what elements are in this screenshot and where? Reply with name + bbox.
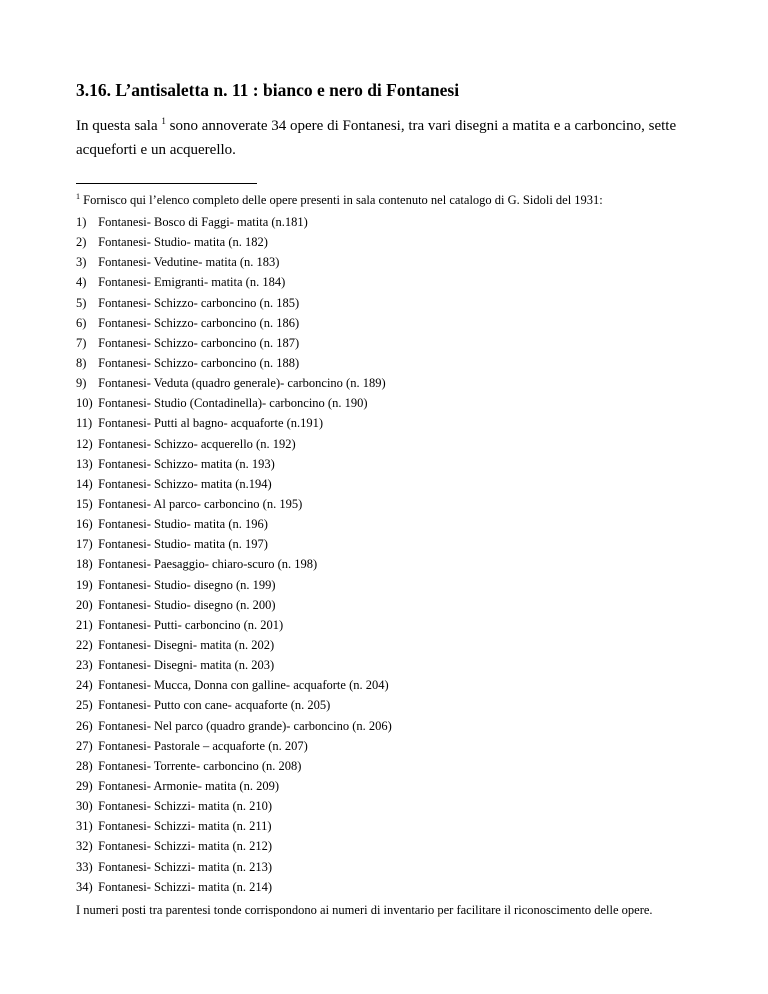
list-item (76, 617, 392, 637)
list-item-number: 29) (76, 778, 93, 793)
list-item (76, 315, 392, 335)
list-item-number: 4) (76, 275, 87, 290)
footnote-body: Fornisco qui l’elenco completo delle opere presenti in sala contenuto nel catalogo di G. Sidoli del 1931: (80, 193, 603, 207)
list-item-number: 22) (76, 637, 93, 652)
list-item-text: Fontanesi- Studio- matita (n. 182) (98, 235, 268, 250)
list-item (76, 697, 392, 717)
list-item-number: 7) (76, 335, 87, 350)
list-item-number: 19) (76, 577, 93, 592)
list-item-text: Fontanesi- Armonie- matita (n. 209) (98, 778, 279, 793)
list-item (76, 879, 392, 899)
list-item-text: Fontanesi- Schizzi- matita (n. 212) (98, 839, 273, 854)
intro-line-1 (76, 114, 716, 138)
closing-note: I numeri posti tra parentesi tonde corrispondono ai numeri di inventario per facilitare il riconoscimento delle opere. (76, 903, 653, 917)
works-list (76, 214, 392, 899)
list-item-number: 1) (76, 215, 87, 229)
list-item (76, 476, 392, 496)
list-item-number: 15) (76, 496, 93, 511)
list-item-text: Fontanesi- Emigranti- matita (n. 184) (98, 275, 286, 290)
list-item-text: Fontanesi- Schizzi- matita (n. 211) (98, 819, 272, 834)
list-item-number: 8) (76, 355, 87, 370)
list-item-number: 12) (76, 436, 93, 451)
list-item (76, 355, 392, 375)
list-item (76, 637, 392, 657)
list-item (76, 758, 392, 778)
list-item-text: Fontanesi- Schizzo- carboncino (n. 188) (98, 355, 300, 370)
list-item-text: Fontanesi- Studio- disegno (n. 199) (98, 577, 276, 592)
list-item-text: Fontanesi- Vedutine- matita (n. 183) (98, 255, 280, 270)
list-item-number: 28) (76, 758, 93, 773)
list-item (76, 657, 392, 677)
list-item-text: Fontanesi- Studio- matita (n. 197) (98, 537, 268, 552)
list-item-text: Fontanesi- Schizzi- matita (n. 213) (98, 859, 273, 874)
list-item-text: Fontanesi- Studio (Contadinella)- carboncino (n. 190) (98, 396, 368, 411)
list-item (76, 677, 392, 697)
list-item-text: Fontanesi- Schizzo- matita (n. 193) (98, 456, 275, 471)
list-item-number: 11) (76, 416, 93, 431)
list-item (76, 395, 392, 415)
footnote-separator (76, 183, 257, 184)
list-item (76, 818, 392, 838)
list-item (76, 738, 392, 758)
list-item-number: 13) (76, 456, 93, 471)
intro-paragraph (76, 114, 716, 162)
list-item-text: Fontanesi- Disegni- matita (n. 202) (98, 637, 275, 652)
list-item-number: 5) (76, 295, 87, 310)
list-item (76, 859, 392, 879)
list-item-number: 21) (76, 617, 93, 632)
list-item (76, 496, 392, 516)
list-item (76, 536, 392, 556)
footnote-reference[interactable]: 1 (161, 116, 166, 126)
list-item-number: 3) (76, 255, 87, 270)
list-item (76, 798, 392, 818)
list-item-text: Fontanesi- Pastorale – acquaforte (n. 207) (98, 738, 308, 753)
list-item-text: Fontanesi- Schizzi- matita (n. 210) (98, 799, 273, 814)
section-heading: 3.16. L’antisaletta n. 11 : bianco e nero di Fontanesi (76, 80, 460, 100)
list-item-number: 9) (76, 376, 87, 391)
list-item (76, 295, 392, 315)
list-item-text: Fontanesi- Disegni- matita (n. 203) (98, 658, 275, 673)
list-item-number: 17) (76, 537, 93, 552)
list-item-text: Fontanesi- Nel parco (quadro grande)- carboncino (n. 206) (98, 718, 392, 733)
list-item-number: 32) (76, 839, 93, 854)
list-item-number: 14) (76, 476, 93, 491)
list-item (76, 335, 392, 355)
list-item-number: 26) (76, 718, 93, 733)
list-item (76, 838, 392, 858)
footnote-mark: 1 (76, 191, 80, 201)
list-item-number: 20) (76, 597, 93, 612)
list-item-text: Fontanesi- Paesaggio- chiaro-scuro (n. 198) (98, 557, 318, 572)
list-item (76, 214, 392, 234)
list-item-text: Fontanesi- Bosco di Faggi- matita (n.181) (98, 215, 308, 229)
list-item-number: 10) (76, 396, 93, 411)
list-item-number: 31) (76, 819, 93, 834)
list-item-number: 2) (76, 235, 87, 250)
list-item (76, 577, 392, 597)
list-item-number: 27) (76, 738, 93, 753)
list-item-number: 16) (76, 517, 93, 532)
list-item-text: Fontanesi- Al parco- carboncino (n. 195) (98, 496, 303, 511)
intro-text-start: In questa sala (76, 118, 162, 134)
list-item (76, 456, 392, 476)
list-item-text: Fontanesi- Veduta (quadro generale)- carboncino (n. 189) (98, 376, 386, 391)
list-item-text: Fontanesi- Putti- carboncino (n. 201) (98, 617, 284, 632)
list-item-number: 34) (76, 879, 93, 894)
list-item-text: Fontanesi- Studio- matita (n. 196) (98, 517, 268, 532)
list-item-number: 24) (76, 678, 93, 693)
list-item-text: Fontanesi- Schizzo- carboncino (n. 187) (98, 335, 300, 350)
list-item-text: Fontanesi- Schizzo- carboncino (n. 185) (98, 295, 300, 310)
list-item (76, 516, 392, 536)
list-item-text: Fontanesi- Schizzo- carboncino (n. 186) (98, 315, 300, 330)
list-item (76, 436, 392, 456)
list-item (76, 375, 392, 395)
list-item (76, 718, 392, 738)
list-item (76, 415, 392, 435)
list-item (76, 234, 392, 254)
list-item-number: 30) (76, 799, 93, 814)
list-item-text: Fontanesi- Schizzo- matita (n.194) (98, 476, 272, 491)
list-item-text: Fontanesi- Putto con cane- acquaforte (n. 205) (98, 698, 331, 713)
footnote (76, 193, 603, 208)
list-item-number: 6) (76, 315, 87, 330)
list-item-text: Fontanesi- Torrente- carboncino (n. 208) (98, 758, 302, 773)
list-item-number: 25) (76, 698, 93, 713)
list-item (76, 254, 392, 274)
list-item (76, 556, 392, 576)
list-item-text: Fontanesi- Schizzo- acquerello (n. 192) (98, 436, 296, 451)
list-item-number: 18) (76, 557, 93, 572)
list-item-text: Fontanesi- Studio- disegno (n. 200) (98, 597, 276, 612)
list-item (76, 778, 392, 798)
list-item-text: Fontanesi- Putti al bagno- acquaforte (n.191) (98, 416, 324, 431)
list-item-number: 23) (76, 658, 93, 673)
list-item-text: Fontanesi- Mucca, Donna con galline- acquaforte (n. 204) (98, 678, 389, 693)
list-item (76, 274, 392, 294)
list-item-number: 33) (76, 859, 93, 874)
list-item (76, 597, 392, 617)
list-item-text: Fontanesi- Schizzi- matita (n. 214) (98, 879, 273, 894)
intro-text-end: sono annoverate 34 opere di Fontanesi, tra vari disegni a matita e a carboncino, sette (165, 118, 677, 134)
intro-line-2: acqueforti e un acquerello. (76, 142, 236, 158)
